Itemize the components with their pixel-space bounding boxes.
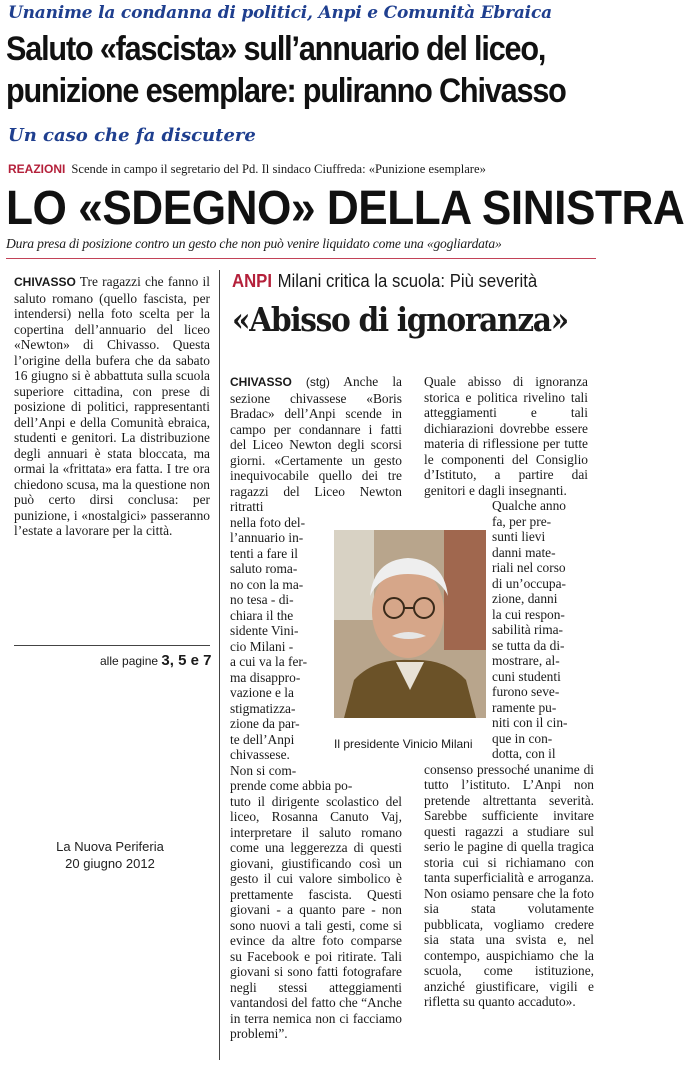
anpi-byline: (stg) — [305, 375, 330, 389]
page-reference-prefix: alle pagine — [100, 654, 159, 668]
photo-wall — [444, 530, 486, 650]
anpi-col1-part-c: tuto il dirigente scolastico del liceo, Rosanna Canuto Vaj, interpretare il saluto romano come una leggerezza di questi giovani, giustificando così un gesto il cui valore simbolico è prettamente fascista. Questi giovani - a quanto pare - non sono nuovi a tali gesti, come si evince da altre foto comparse su Facebook e poi ritirate. Tali giovani si sono fatti fotografare negli stessi atteggiamenti vantandosi del fatto che “Anche in terra nemica non ci facciamo problemi”. — [230, 793, 402, 1041]
left-article-divider — [14, 645, 210, 646]
anpi-col2-line: se tutta da di- — [492, 637, 565, 653]
anpi-col2-line: que in con- — [492, 730, 553, 746]
anpi-col1-line: no tesa - di- — [230, 592, 294, 607]
anpi-col1-line: chivassese. — [230, 747, 290, 762]
left-article-place: CHIVASSO — [14, 275, 76, 289]
source-credit — [40, 838, 180, 872]
anpi-col2-line: cuni studenti — [492, 668, 561, 684]
anpi-col1-line: cio Milani - — [230, 638, 294, 654]
anpi-col2-line: sabilità rima- — [492, 622, 564, 637]
reazioni-line — [8, 162, 598, 177]
anpi-col2-line: mostrare, al- — [492, 653, 560, 668]
anpi-col1-line: stigmatizza- — [230, 700, 296, 716]
anpi-col1-line: Non si com- — [230, 762, 297, 778]
anpi-col2-line: ramente pu- — [492, 699, 557, 715]
anpi-col1-line: prende come abbia po- — [230, 778, 353, 793]
anpi-col1-part-a — [230, 374, 402, 515]
anpi-col1-line: ma disappro- — [230, 669, 301, 685]
anpi-place: CHIVASSO — [230, 375, 292, 389]
anpi-col2-part-a: Quale abisso di ignoranza storica e politica rivelino tali atteggiamenti e tali dichiarazioni dovrebbe essere materia di riflessione per tutte le componenti del Consiglio d’Istituto, a partire dai genitori e dagli insegnanti. — [424, 374, 588, 498]
anpi-col1-line: tenti a fare il — [230, 545, 299, 561]
anpi-col2-line: niti con il cin- — [492, 715, 568, 730]
reazioni-text: Scende in campo il segretario del Pd. Il sindaco Ciuffreda: «Punizione esemplare» — [71, 162, 486, 176]
president-photo — [334, 530, 486, 718]
headline — [6, 28, 566, 112]
anpi-col2-line: Qualche anno — [492, 498, 566, 513]
anpi-col2-line: fa, per pre- — [492, 513, 552, 529]
anpi-col1-line: nella foto del- — [230, 514, 306, 530]
anpi-col2-line: la cui respon- — [492, 606, 565, 622]
anpi-col2-line: riali nel corso — [492, 560, 566, 575]
anpi-col1-line: no con la ma- — [230, 576, 304, 592]
dura-subtitle: Dura presa di posizione contro un gesto che non può venire liquidato come una «gogliardata» — [6, 236, 502, 251]
headline-line-1: Saluto «fascista» sull’annuario del liceo, — [6, 30, 546, 68]
left-article — [14, 274, 210, 539]
anpi-col2-line: sunti lievi — [492, 529, 546, 544]
page-reference — [100, 652, 211, 669]
anpi-col1-line: sidente Vini- — [230, 623, 299, 638]
anpi-col2-line: dotta, con il — [492, 746, 556, 761]
anpi-col1-line: saluto roma- — [230, 561, 298, 576]
anpi-col1-line: te dell’Anpi — [230, 731, 295, 747]
left-article-body: Tre ragazzi che fanno il saluto romano (quello fascista, per intendersi) nella foto scelta per la copertina dell’annuario del liceo «Newton» di Chivasso. Questa l’origine della bufera che da sabato 16 giugno si è abbattuta sulla scuola superiore cittadina, con prese di posizione di politici, rappresentanti dell’Anpi e della Comunità ebraica, studenti e genitori. La distribuzione degli annuari è stata bloccata, ma ormai la «frittata» era fatta. I tre ora chiedono scusa, ma la questione non può certo dirsi conclusa: per punizione, i «nostalgici» passeranno l’estate a lavorare per la città. — [14, 274, 210, 538]
portrait-illustration — [334, 530, 486, 718]
reazioni-tag: REAZIONI — [8, 162, 66, 176]
anpi-col2-line: zione, danni — [492, 591, 558, 606]
source-name: La Nuova Periferia — [56, 839, 164, 854]
anpi-col1-text-a: Anche la sezione chivassese «Boris Bradac» dell’Anpi scende in campo per condannare i fatti del Liceo Newton degli scorsi giorni. «Certamente un gesto inequivocabile quello dei tre ragazzi del Liceo Newton ritratti — [230, 374, 402, 514]
anpi-title: «Abisso di ignoranza» — [232, 300, 568, 339]
anpi-headline-text: Milani critica la scuola: Più severità — [277, 271, 538, 291]
anpi-col1-line: l’annuario in- — [230, 530, 304, 545]
subhead: Un caso che fa discutere — [8, 125, 256, 146]
anpi-col1-line: zione da par- — [230, 716, 300, 731]
anpi-col1-line: chiara il the — [230, 607, 294, 623]
column-divider — [219, 270, 220, 1060]
anpi-col2-part-c: consenso pressoché unanime di tutto l’istituto. L’Anpi non pretende altrettanta severità. Sarebbe sufficiente invitare questi ragazzi a studiare sul serio le pagine di quella tragica storia cui si richiamano con tanta superficialità e arroganza. Non osiamo pensare che la foto sia stata volutamente pubblicata, vogliamo credere sia stata una svista e, nel contempo, auspichiamo che la scuola, come istituzione, anziché giustificare, vigili e rifletta su quanto accaduto». — [424, 761, 594, 1009]
anpi-col2-line: di un’occupa- — [492, 575, 566, 591]
anpi-col1-part-b — [230, 514, 353, 794]
big-title: LO «SDEGNO» DELLA SINISTRA — [6, 182, 684, 235]
headline-line-2: punizione esemplare: puliranno Chivasso — [6, 72, 566, 110]
anpi-tag: ANPI — [232, 271, 273, 291]
anpi-col1-line: vazione e la — [230, 685, 294, 700]
anpi-col2-line: furono seve- — [492, 684, 560, 699]
anpi-col2-line: danni mate- — [492, 544, 556, 560]
kicker: Unanime la condanna di politici, Anpi e Comunità Ebraica — [8, 3, 552, 23]
source-date: 20 giugno 2012 — [65, 856, 155, 871]
header-divider — [6, 258, 596, 259]
anpi-col1-line: a cui va la fer- — [230, 654, 308, 669]
anpi-headline — [232, 271, 537, 292]
photo-window — [334, 530, 374, 620]
photo-caption: Il presidente Vinicio Milani — [334, 737, 473, 751]
page-reference-numbers: 3, 5 e 7 — [161, 652, 212, 669]
